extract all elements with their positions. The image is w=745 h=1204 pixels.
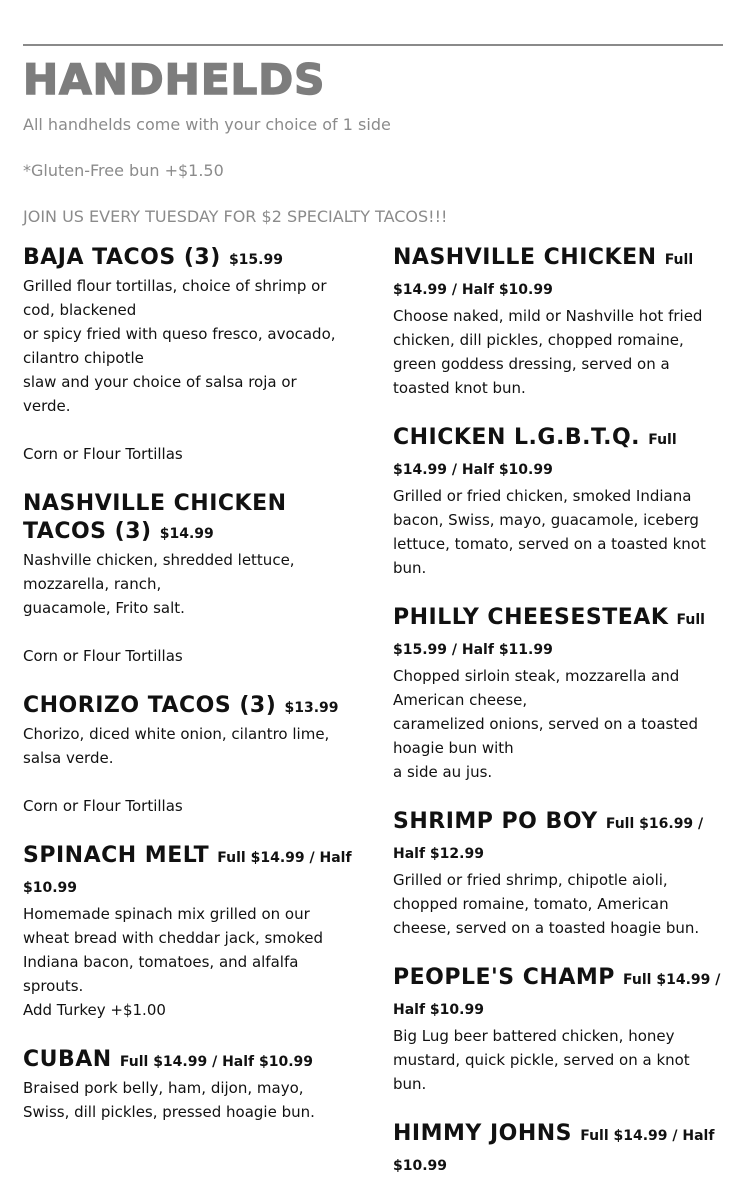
item-price: $14.99: [159, 526, 214, 542]
item-price: Full $14.99 / Half $10.99: [393, 972, 721, 1018]
item-heading: [23, 490, 368, 548]
item-name: PHILLY CHEESESTEAK: [393, 605, 669, 630]
item-price: $15.99: [228, 252, 283, 268]
item-description: Grilled or fried chicken, smoked Indiana bacon, Swiss, mayo, guacamole, iceberg lettuce, tomato, served on a toasted knot bun.: [393, 487, 706, 577]
taco-tuesday-note: JOIN US EVERY TUESDAY FOR $2 SPECIALTY TACOS!!!: [23, 207, 448, 226]
item-heading: [23, 692, 368, 722]
menu-item: [23, 692, 368, 818]
item-option: Corn or Flour Tortillas: [23, 445, 183, 463]
item-price: Full $14.99 / Half $10.99: [393, 432, 677, 478]
section-title: HANDHELDS: [23, 55, 326, 104]
menu-column-left: [23, 244, 368, 1148]
menu-column-right: [393, 244, 733, 1204]
item-description: Grilled flour tortillas, choice of shrimp or cod, blackened or spicy fried with queso fresco, avocado, cilantro chipotle slaw and your choice of salsa roja or verde.: [23, 277, 336, 415]
menu-item: [393, 424, 733, 580]
item-heading: [23, 842, 368, 902]
item-price: Full $14.99 / Half $10.99: [119, 1054, 314, 1070]
item-heading: [393, 244, 733, 304]
item-price: Full $15.99 / Half $11.99: [393, 612, 705, 658]
item-name: CUBAN: [23, 1047, 112, 1072]
item-description: Choose naked, mild or Nashville hot fried chicken, dill pickles, chopped romaine, green goddess dressing, served on a toasted knot bun.: [393, 307, 703, 397]
item-heading: [23, 1046, 368, 1076]
item-description: Braised pork belly, ham, dijon, mayo, Swiss, dill pickles, pressed hoagie bun.: [23, 1079, 315, 1121]
menu-item: [393, 1120, 733, 1180]
item-price: Full $14.99 / Half $10.99: [393, 252, 694, 298]
item-name: CHORIZO TACOS (3): [23, 693, 277, 718]
item-heading: [393, 1120, 733, 1180]
item-name: CHICKEN L.G.B.T.Q.: [393, 425, 641, 450]
item-heading: [393, 808, 733, 868]
item-name: NASHVILLE CHICKEN TACOS (3): [23, 491, 287, 544]
item-description: Grilled or fried shrimp, chipotle aioli, chopped romaine, tomato, American cheese, served on a toasted hoagie bun.: [393, 871, 700, 937]
item-name: PEOPLE'S CHAMP: [393, 965, 615, 990]
menu-item: [393, 244, 733, 400]
item-description: Nashville chicken, shredded lettuce, mozzarella, ranch, guacamole, Frito salt.: [23, 551, 295, 617]
item-price: Full $14.99 / Half $10.99: [393, 1128, 715, 1174]
menu-item: [23, 842, 368, 1022]
menu-item: [393, 808, 733, 940]
item-name: NASHVILLE CHICKEN: [393, 245, 657, 270]
menu-item: [23, 244, 368, 466]
item-heading: [393, 964, 733, 1024]
item-heading: [23, 244, 368, 274]
item-description: Chorizo, diced white onion, cilantro lime, salsa verde.: [23, 725, 330, 767]
item-price: Full $14.99 / Half $10.99: [23, 850, 352, 896]
item-price: Full $16.99 / Half $12.99: [393, 816, 704, 862]
item-description: Chopped sirloin steak, mozzarella and American cheese, caramelized onions, served on a toasted hoagie bun with a side au jus.: [393, 667, 698, 781]
item-name: SHRIMP PO BOY: [393, 809, 598, 834]
gluten-free-note: *Gluten-Free bun +$1.50: [23, 161, 224, 180]
item-name: HIMMY JOHNS: [393, 1121, 573, 1146]
item-heading: [393, 604, 733, 664]
menu-item: [393, 964, 733, 1096]
item-price: $13.99: [284, 700, 339, 716]
item-heading: [393, 424, 733, 484]
item-option: Corn or Flour Tortillas: [23, 797, 183, 815]
top-divider: [23, 44, 723, 46]
menu-item: [393, 604, 733, 784]
item-name: BAJA TACOS (3): [23, 245, 221, 270]
item-option: Corn or Flour Tortillas: [23, 647, 183, 665]
sides-note: All handhelds come with your choice of 1 side: [23, 115, 391, 134]
item-description: Homemade spinach mix grilled on our wheat bread with cheddar jack, smoked Indiana bacon, tomatoes, and alfalfa sprouts. Add Turkey +$1.00: [23, 905, 323, 1019]
item-name: SPINACH MELT: [23, 843, 210, 868]
menu-item: [23, 490, 368, 668]
menu-item: [23, 1046, 368, 1124]
item-description: Big Lug beer battered chicken, honey mustard, quick pickle, served on a knot bun.: [393, 1027, 690, 1093]
